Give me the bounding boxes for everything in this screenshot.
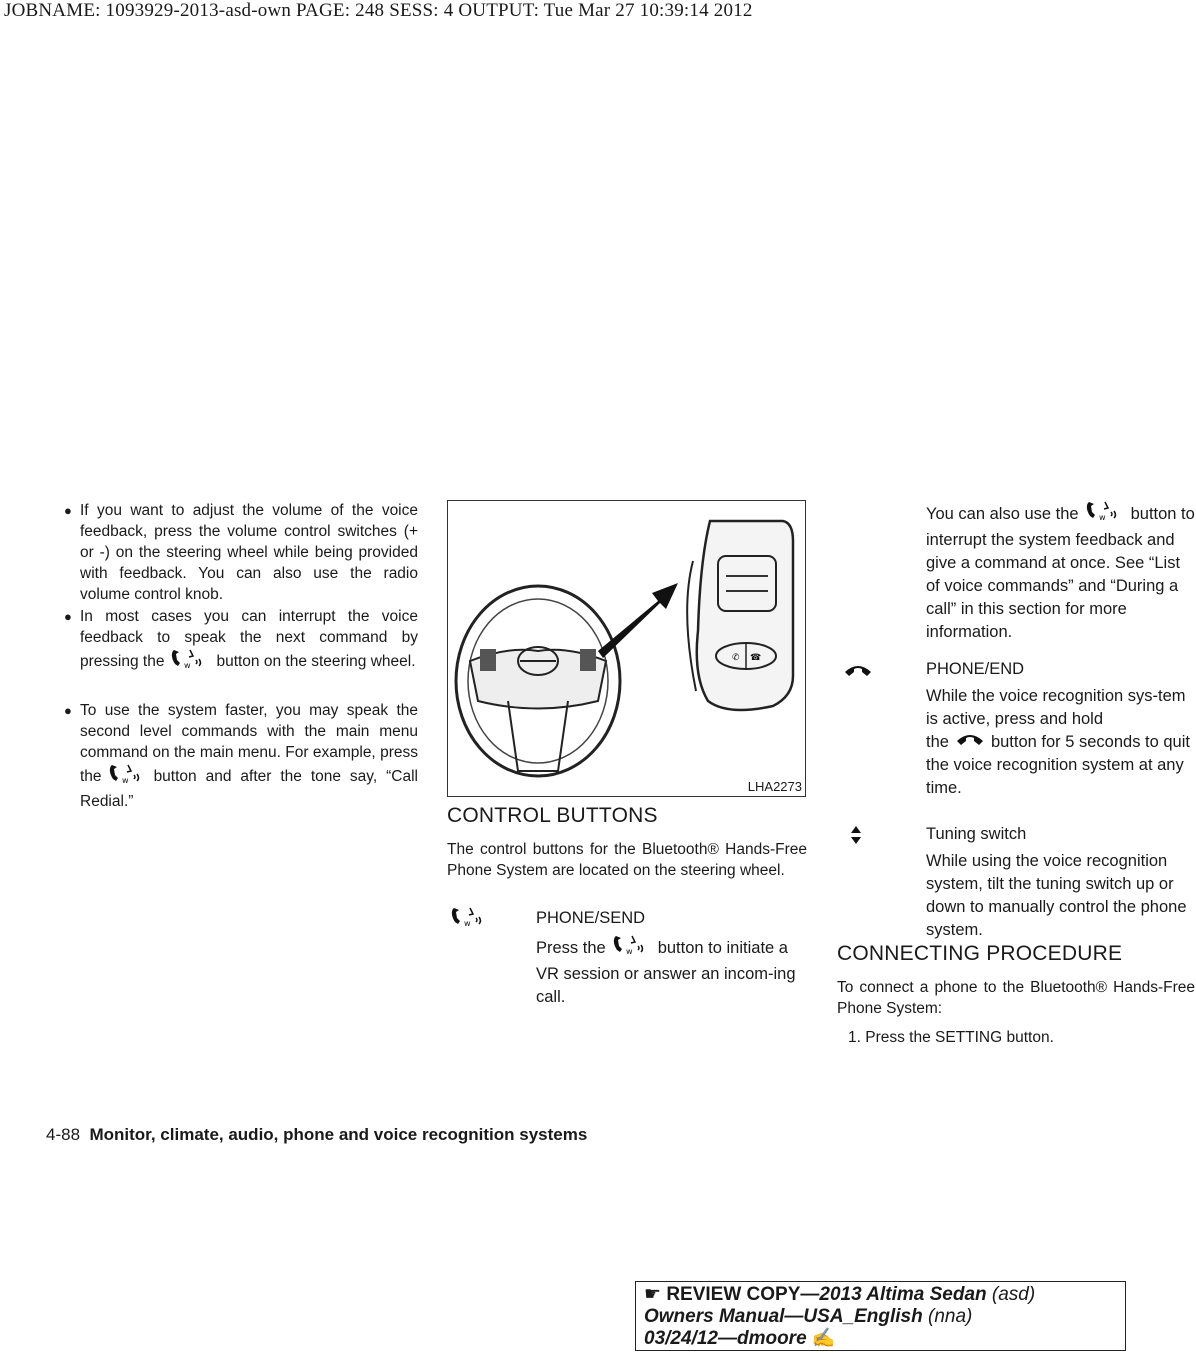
phone-send-icon [1085,500,1125,529]
review-code: (asd) [991,1284,1036,1305]
writing-hand-icon: ✍ [811,1328,836,1349]
job-header: JOBNAME: 1093929-2013-asd-own PAGE: 248 SESS: 4 OUTPUT: Tue Mar 27 10:39:14 2012 [4,0,753,21]
description-text: button to interrupt the system feedback and give a command at once. See “List of voice commands” and “During a call” in this section for more information. [926,504,1195,641]
bullet-text: button on the steering wheel. [216,653,416,671]
phone-send-icon [170,648,210,676]
phone-end-icon [955,731,985,754]
svg-text:w: w [184,661,191,670]
control-buttons-heading: CONTROL BUTTONS [447,804,658,827]
steering-wheel-illustration [448,501,805,796]
description-text: You can also use the [926,504,1079,523]
svg-text:w: w [1098,513,1106,522]
section-title: Monitor, climate, audio, phone and voice recognition systems [89,1125,588,1144]
connecting-procedure-intro: To connect a phone to the Bluetooth® Hands-Free Phone System: [837,979,1195,1017]
review-line-1 [644,1284,1117,1306]
review-lang-code: (nna) [928,1306,973,1327]
phone-send-icon [108,763,148,791]
bullet-item [64,606,418,676]
phone-end-description [926,685,1194,800]
review-copy-box [635,1281,1126,1351]
phone-send-title: PHONE/SEND [536,909,646,927]
phone-end-icon [843,662,873,683]
steering-wheel-figure [447,500,806,797]
figure-label: LHA2273 [747,779,802,794]
phone-send-description [536,934,798,1009]
bullet-item [64,500,418,605]
bullet-dot-icon: ● [64,503,72,518]
review-line-3 [644,1328,1117,1350]
review-date: 03/24/12—dmoore [644,1328,807,1349]
svg-text:w: w [625,947,633,956]
phone-send-icon [612,934,652,963]
phone-send-continued [926,500,1196,644]
review-manual: Owners Manual—USA_English [644,1306,923,1327]
description-text: the [926,733,949,751]
description-text: button for 5 seconds to quit the voice recognition system at any time. [926,733,1190,798]
description-text: button to initiate a VR session or answer an incom-ing call. [536,938,796,1006]
review-title: 2013 Altima Sedan [819,1284,987,1305]
bullet-dot-icon: ● [64,703,72,718]
pointing-hand-icon: ☛ [644,1284,662,1305]
svg-text:w: w [121,776,129,785]
bullet-text: In most cases you can interrupt the voice feedback to speak the next command by pressing the [80,608,418,671]
page-footer [46,1125,587,1145]
phone-end-title: PHONE/END [926,660,1025,678]
tuning-switch-icon [850,825,862,850]
svg-text:w: w [464,919,471,928]
phone-send-icon [450,906,490,933]
description-text: While the voice recognition sys-tem is active, press and hold [926,687,1186,728]
description-text: Press the [536,938,606,957]
connecting-procedure-heading: CONNECTING PROCEDURE [837,942,1123,965]
step-1: 1. Press the SETTING button. [848,1029,1054,1046]
page-number: 4-88 [46,1125,81,1144]
tuning-switch-description: While using the voice recognition system, tilt the tuning switch up or down to manually control the phone system. [926,852,1187,939]
bullet-text: If you want to adjust the volume of the voice feedback, press the volume control switches (+ or -) on the steering wheel while being provided with feedback. You can also use the radio volume control knob. [80,502,418,603]
tuning-switch-title: Tuning switch [926,825,1027,843]
bullet-text: To use the system faster, you may speak the second level commands with the main menu command on the main menu. For example, press the [80,702,418,786]
svg-text:✆: ✆ [732,653,740,663]
bullet-item [64,700,418,812]
svg-text:☎: ☎ [750,653,762,663]
review-prefix: REVIEW COPY— [666,1284,820,1305]
review-line-2 [644,1306,1117,1328]
control-buttons-intro: The control buttons for the Bluetooth® Hands-Free Phone System are located on the steering wheel. [447,841,807,879]
bullet-text: button and after the tone say, “Call Redial.” [80,768,418,810]
bullet-dot-icon: ● [64,609,72,624]
